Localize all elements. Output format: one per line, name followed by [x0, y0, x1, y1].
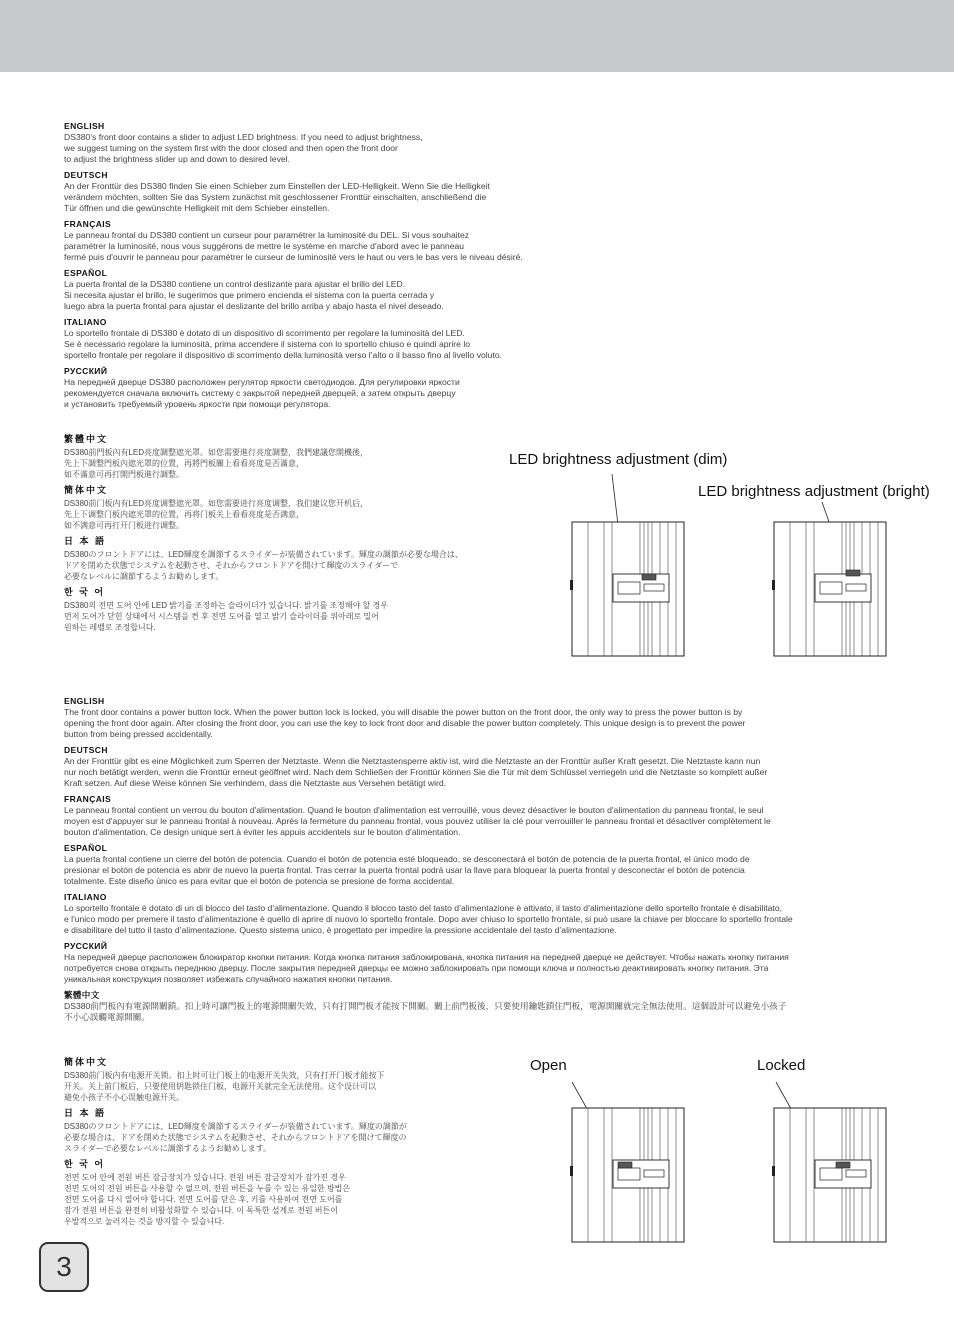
- language-paragraph: 전면 도어 안에 전원 버튼 잠금장치가 있습니다. 전원 버튼 잠금장치가 잠가진 경우 전면 도어의 전원 버튼을 사용할 수 없으며, 전원 버튼을 누를 수 있는 유일한 방법은 전면 도어를 다시 열어야 합니다. 전면 도어를 닫은 후, 키를 사용하여 전면 도어를 잠가 전원 버튼을 완전히 비활성화할 수 있습니다. 이 독특한 설계로 전원 버튼이 우발적으로 눌러지는 것을 방지할 수 있습니다.: [64, 1173, 351, 1226]
- language-section: [64, 219, 624, 263]
- language-heading: ITALIANO: [64, 317, 107, 327]
- door-diagram-dim: [560, 470, 690, 660]
- language-section: [64, 536, 534, 582]
- language-section: [64, 745, 942, 789]
- language-section: [64, 990, 942, 1023]
- language-section: [64, 587, 534, 633]
- language-paragraph: An der Fronttür gibt es eine Möglichkeit zum Sperren der Netztaste. Wenn die Netztastensperre aktiv ist, wird die Netztaste an der Fronttür außer Kraft gesetzt. Die Netztaste kann nun nur noch betätigt werden, wenn die Fronttür erneut geöffnet wird. Nach dem Schließen der Fronttür können Sie die Tür mit dem Schlüssel verriegeln und die Netztaste so komplett außer Kraft setzen. Auf diese Weise können Sie verhindern, dass die Netztaste aus Versehen betätigt wird.: [64, 756, 768, 788]
- language-section: [64, 1159, 484, 1227]
- language-section: [64, 121, 624, 165]
- language-paragraph: DS380의 전면 도어 안에 LED 밝기를 조정하는 슬라이더가 있습니다. 밝기를 조정해야 할 경우 먼저 도어가 닫힌 상태에서 시스템을 켠 후 전면 도어를 열고 밝기 슬라이더를 위아래로 밀어 원하는 레벨로 조정합니다.: [64, 601, 388, 632]
- language-heading: 簡体中文: [64, 485, 109, 495]
- language-paragraph: Lo sportello frontale è dotato di un di blocco del tasto d’alimentazione. Quando il blocco tasto del tasto d’alimentazione è attivato, il tasto d’alimentazione dello sportello frontale è disabilitato, e l'unico modo per premere il tasto d’alimentazione è quello di aprire di nuovo lo sportello frontale. Dopo aver chiuso lo sportello frontale, si può usare la chiave per bloccare lo sportello frontale e disabilitare del tutto il tasto d’alimentazione. Questo sistema unico, è progettato per impedire la pressione accidentale del tasto d’alimentazione.: [64, 903, 793, 935]
- language-paragraph: Le panneau frontal contient un verrou du bouton d'alimentation. Quand le bouton d'alimentation est verrouillé, vous devez désactiver le bouton d'alimentation du panneau frontal, le seul moyen est d'appuyer sur le panneau frontal à nouveau. Après la fermeture du panneau frontal, vous pouvez utiliser la clé pour verrouiller le panneau frontal et désactiver complètement le bouton d'alimentation. Ce design unique sert à éviter les appuis accidentels sur le bouton d'alimentation.: [64, 805, 771, 837]
- label-open: Open: [530, 1057, 567, 1074]
- language-heading: РУССКИЙ: [64, 941, 108, 951]
- language-section: [64, 794, 942, 838]
- language-paragraph: Lo sportello frontale di DS380 è dotato di un dispositivo di scorrimento per regolare la luminosità del LED. Se è necessario regolare la luminosità, prima accendere il sistema con lo sportello chiuso e quindi aprire lo sportello frontale per regolare il dispositivo di scorrimento della luminosità verso l’alto o il basso fino al livello voluto.: [64, 328, 503, 360]
- language-heading: ENGLISH: [64, 696, 105, 706]
- language-section: [64, 170, 624, 214]
- language-section: [64, 1108, 484, 1154]
- power-lock-instructions: [64, 696, 942, 1028]
- language-heading: РУССКИЙ: [64, 366, 108, 376]
- language-heading: ITALIANO: [64, 892, 107, 902]
- language-paragraph: Le panneau frontal du DS380 contient un curseur pour paramétrer la luminosité du DEL. Si vous souhaitez paramétrer la luminosité, nous vous suggérons de mettre le système en marche d'abord avec le panneau fermé puis d'ouvrir le panneau pour paramétrer le curseur de luminosité vers le haut ou vers le bas vers le niveau désiré.: [64, 230, 523, 262]
- language-section: [64, 366, 624, 410]
- door-diagram-locked: [762, 1078, 892, 1248]
- language-paragraph: La puerta frontal contiene un cierre del botón de potencia. Cuando el botón de potencia esté bloqueado, se desconectará el botón de potencia de la puerta frontal, el único modo de presionar el botón de potencia es abrir de nuevo la puerta frontal. Tras cerrar la puerta frontal podrá usar la llave para bloquear la puerta frontal y desconectar el botón de potencia totalmente. Este diseño único es para evitar que el botón de potencia se presione de forma accidental.: [64, 854, 750, 886]
- language-paragraph: DS380のフロントドアには、LED輝度を調節するスライダーが装備されています。輝度の調節が必要な場合は、 ドアを閉めた状態でシステムを起動させ、それからフロントドアを開けて輝度のスライダーで 必要なレベルに調節するようお勧めします。: [64, 550, 463, 581]
- language-section: [64, 696, 942, 740]
- language-paragraph: DS380前门板内有LED亮度调整遮光罩。如您需要进行亮度调整，我们建议您开机后， 先上下调整门板内遮光罩的位置，再将门板关上看看亮度是否满意， 如不满意可再打开门板进行调整。: [64, 499, 369, 530]
- language-heading: 한 국 어: [64, 587, 106, 597]
- language-heading: ESPAÑOL: [64, 268, 108, 278]
- language-paragraph: DS380前門板內有電源開關鎖。扣上時可讓門板上的電源開關失效，只有打開門板才能按下開關。關上前門板後，只要使用鑰匙鎖住門板，電源開關就完全無法使用。這個設計可以避免小孩子 不小心誤觸電源開關。: [64, 1001, 787, 1022]
- language-paragraph: La puerta frontal de la DS380 contiene un control deslizante para ajustar el brillo del LED. Si necesita ajustar el brillo, le sugerimos que primero encienda el sistema con la puerta cerrada y luego abra la puerta frontal para ajustar el deslizante del brillo arriba y abajo hasta el nivel deseado.: [64, 279, 444, 311]
- language-section: [64, 892, 942, 936]
- language-heading: ENGLISH: [64, 121, 105, 131]
- led-instructions-cjk: [64, 431, 534, 638]
- language-heading: ESPAÑOL: [64, 843, 108, 853]
- header-band: [0, 0, 954, 72]
- led-instructions: [64, 121, 624, 415]
- language-heading: FRANÇAIS: [64, 794, 112, 804]
- language-paragraph: The front door contains a power button lock. When the power button lock is locked, you will disable the power button on the front door, the only way to press the power button is by opening the front door again. After closing the front door, you can use the key to lock front door and disable the power button completely. This unique design is to prevent the power button from being pressed accidentally.: [64, 707, 746, 739]
- language-paragraph: DS380前门板内有电源开关锁。扣上时可让门板上的电源开关失效，只有打开门板才能按下 开关。关上前门板后，只要使用钥匙锁住门板，电源开关就完全无法使用。这个设计可以 避免小孩子不小心误触电源开关。: [64, 1071, 385, 1102]
- label-bright: LED brightness adjustment (bright): [698, 483, 930, 500]
- language-paragraph: An der Fronttür des DS380 finden Sie einen Schieber zum Einstellen der LED-Helligkeit. Wenn Sie die Helligkeit verändern möchten, sollten Sie das System zunächst mit geschlossener Fronttür einschalten, anschließend die Tür öffnen und die gewünschte Helligkeit mit dem Schieber einstellen.: [64, 181, 490, 213]
- language-section: [64, 434, 534, 480]
- page-number: 3: [39, 1242, 89, 1292]
- language-paragraph: На передней дверце расположен блокиратор кнопки питания. Когда кнопка питания заблокирована, кнопка питания на передней дверце не действует. Чтобы нажать кнопку питания потребуется снова открыть переднюю дверцу. После закрытия передней дверцы ее можно заблокировать при помощи ключа и полностью деактивировать кнопку питания. Эта уникальная конструкция позволяет избежать случайного нажатия кнопки питания.: [64, 952, 789, 984]
- language-heading: 繁體中文: [64, 434, 109, 444]
- language-section: [64, 268, 624, 312]
- language-section: [64, 485, 534, 531]
- language-heading: 日 本 語: [64, 536, 107, 546]
- language-section: [64, 317, 624, 361]
- language-paragraph: DS380’s front door contains a slider to adjust LED brightness. If you need to adjust brightness, we suggest turning on the system first with the door closed and then open the front door to adjust the brightness slider up and down to desired level.: [64, 132, 423, 164]
- door-diagram-open: [560, 1078, 690, 1248]
- power-lock-instructions-cjk: [64, 1054, 484, 1232]
- language-heading: DEUTSCH: [64, 170, 108, 180]
- language-heading: FRANÇAIS: [64, 219, 112, 229]
- door-diagram-bright: [762, 500, 892, 660]
- language-paragraph: DS380前門板內有LED亮度調整遮光罩。如您需要進行亮度調整，我們建議您開機後， 先上下調整門板內遮光罩的位置，再將門板關上看看亮度是否滿意， 如不滿意可再打開門板進行調整。: [64, 448, 369, 479]
- label-locked: Locked: [757, 1057, 806, 1074]
- language-section: [64, 1057, 484, 1103]
- language-heading: 簡体中文: [64, 1057, 109, 1067]
- language-paragraph: DS380のフロントドアには、LED輝度を調節するスライダーが装備されています。輝度の調節が 必要な場合は、ドアを閉めた状態でシステムを起動させ、それからフロントドアを開けて輝度の スライダーで必要なレベルに調節するようお勧めします。: [64, 1122, 407, 1153]
- language-heading: 한 국 어: [64, 1159, 106, 1169]
- label-dim: LED brightness adjustment (dim): [509, 451, 728, 468]
- language-heading: DEUTSCH: [64, 745, 108, 755]
- language-paragraph: На передней дверце DS380 расположен регулятор яркости светодиодов. Для регулировки яркости рекомендуется сначала включить систему с закрытой передней дверцей, а затем открыть дверцу и установить требуемый уровень яркости при помощи регулятора.: [64, 377, 460, 409]
- language-heading: 日 本 語: [64, 1108, 107, 1118]
- language-section: [64, 843, 942, 887]
- language-heading: 繁體中文: [64, 990, 100, 1000]
- language-section: [64, 941, 942, 985]
